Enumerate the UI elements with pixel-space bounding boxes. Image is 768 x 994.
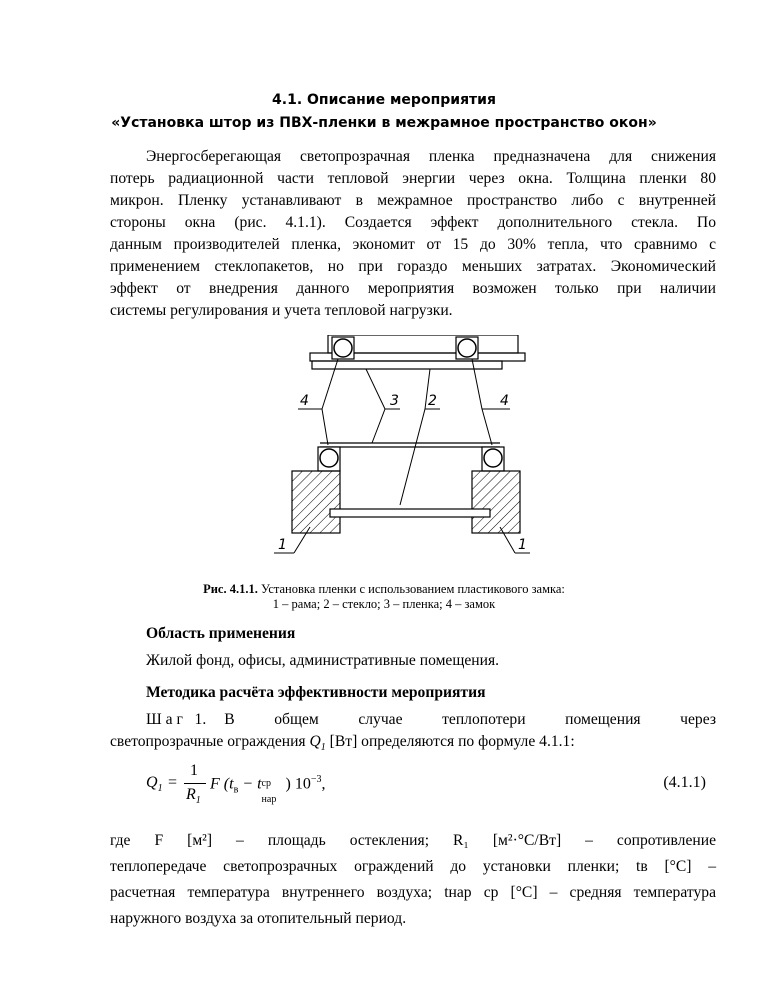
figure-caption xyxy=(0,582,768,612)
intro-lines-4: данным производителей пленка, экономит от 15 до 30% тепла, что сравнимо с xyxy=(110,236,716,253)
intro-lines-3: стороны окна (рис. 4.1.1). Создается эффект дополнительного стекла. По xyxy=(110,214,716,231)
where-lines-3: наружного воздуха за отопительный период. xyxy=(110,910,407,927)
method-heading: Методика расчёта эффективности мероприятия xyxy=(146,684,486,701)
where-paragraph xyxy=(110,828,716,932)
formula-4-1-1: $Q_1$ = 1 $R_1$ F ($t_в - t$ ср нар ) $10^{-3}$, (4.1.1) xyxy=(146,762,706,807)
formula-number: (4.1.1) xyxy=(663,774,706,791)
intro-lines-0: Энергосберегающая светопрозрачная пленка предназначена для снижения xyxy=(146,148,716,165)
step-line1 xyxy=(146,711,716,729)
figure-caption-line1: Установка пленки с использованием пластикового замка: xyxy=(257,582,565,596)
label-lock-right: 4 xyxy=(500,393,509,409)
intro-lines-6: эффект от внедрения данного мероприятия возможен только при наличии xyxy=(110,280,716,297)
application-text: Жилой фонд, офисы, административные помещения. xyxy=(146,652,500,669)
formula-denominator: $R_1$ xyxy=(186,786,201,807)
figure-caption-line2: 1 – рама; 2 – стекло; 3 – пленка; 4 – замок xyxy=(272,597,496,611)
label-film: 3 xyxy=(390,393,399,409)
label-frame-left: 1 xyxy=(278,537,287,553)
step-line2: светопрозрачные ограждения $Q_1$ [Вт] определяются по формуле 4.1.1: xyxy=(110,733,575,754)
formula-numerator: 1 xyxy=(190,762,198,779)
intro-lines-1: потерь радиационной части тепловой энергии через окна. Толщина пленки 80 xyxy=(110,170,716,187)
film-installation-diagram xyxy=(260,335,530,560)
intro-lines-2: микрон. Пленку устанавливают в межрамное пространство либо с внутренней xyxy=(110,192,716,209)
application-heading: Область применения xyxy=(146,625,296,642)
step-text: В общем случае теплопотери помещения через xyxy=(224,711,716,728)
intro-paragraph xyxy=(110,146,716,322)
label-glass: 2 xyxy=(428,393,437,409)
label-frame-right: 1 xyxy=(518,537,527,553)
intro-lines-5: применением стеклопакетов, но при гораздо меньших затратах. Экономический xyxy=(110,258,716,275)
where-lines-1: теплопередаче светопрозрачных ограждений до установки пленки; tв [°С] – xyxy=(110,858,716,875)
formula-body: F ($t_в - t$ ср нар ) $10^{-3}$, xyxy=(210,774,326,806)
section-subtitle: «Установка штор из ПВХ-пленки в межрамное пространство окон» xyxy=(111,115,657,131)
step-label: Ш а г 1. xyxy=(146,711,207,728)
figure-caption-label: Рис. 4.1.1. xyxy=(203,582,258,596)
intro-lines-7: системы регулирования и учета тепловой нагрузки. xyxy=(110,302,453,319)
label-lock-left: 4 xyxy=(300,393,309,409)
formula-lhs: $Q_1$ xyxy=(146,774,163,795)
section-title: 4.1. Описание мероприятия xyxy=(272,92,496,108)
where-lines-2: расчетная температура внутреннего воздуха; tнар ср [°С] – средняя температура xyxy=(110,884,716,901)
where-lines-0: где F [м²] – площадь остекления; R₁ [м²·°С/Вт] – сопротивление xyxy=(110,832,716,849)
